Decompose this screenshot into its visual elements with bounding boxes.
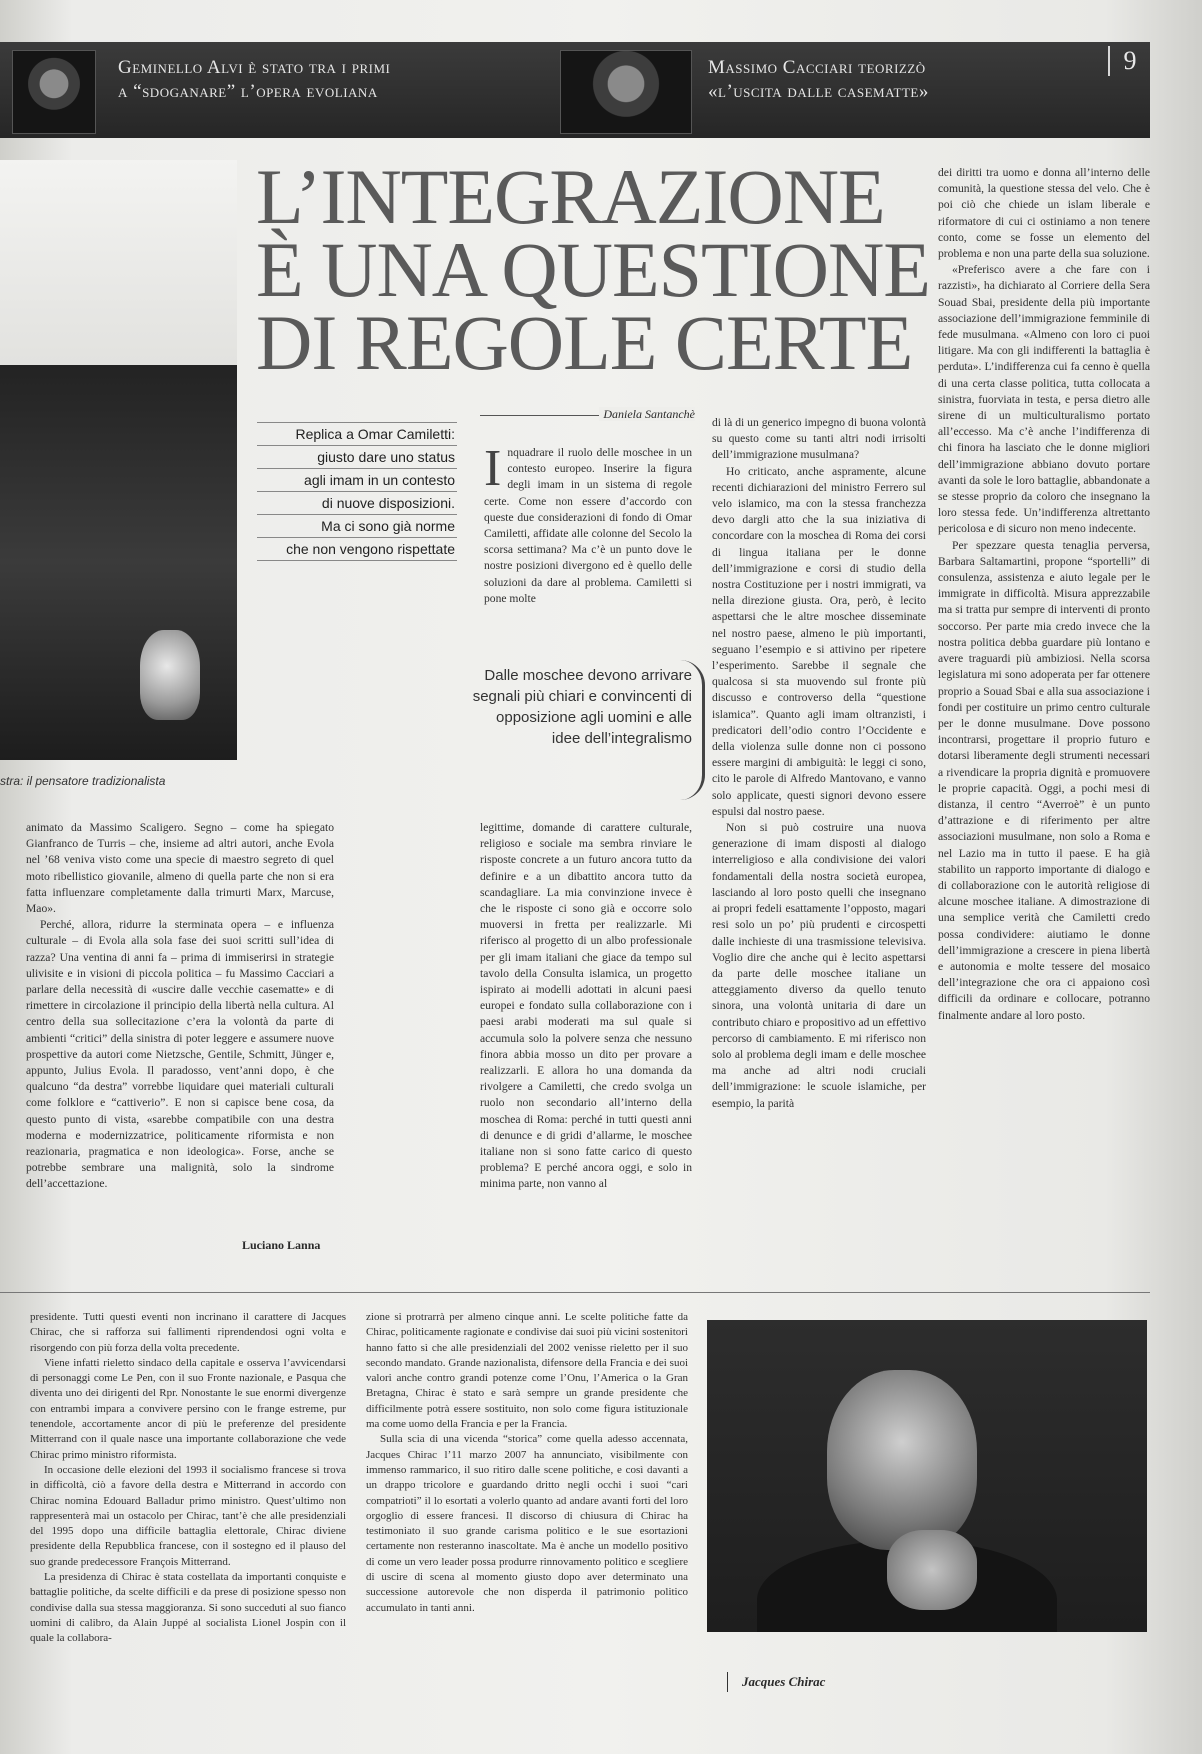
cacciari-portrait [560, 50, 692, 134]
article-paragraph: animato da Massimo Scaligero. Segno – come ha spiegato Gianfranco de Turris – che, insieme ad altri autori, anche Evola nel ’68 veniva visto come una specie di maestro segreto di quel moto ribellistico giovanile, almeno di quella parte che non si era fatta influenzare completamente dalla trimurti Marx, Marcuse, Mao». [26, 821, 334, 916]
article-paragraph: In occasione delle elezioni del 1993 il socialismo francese si trova in difficoltà, ciò a favore della destra e Mitterrand in accordo con Chirac nomina Edouard Balladur primo ministro. Quest’ultimo non rappresenterà mai un ostacolo per Chirac, tant’è che alle presidenziali del 1995 dopo una difficile battaglia elettorale, Chirac diviene presidente della Repubblica francese, con il sostegno ed il plauso del suo grande predecessore François Mitterrand. [30, 1463, 346, 1568]
subtitle-line: Ma ci sono già norme [257, 515, 457, 538]
subtitle-line: agli imam in un contesto [257, 469, 457, 492]
article-paragraph: nquadrare il ruolo delle moschee in un contesto europeo. Inserire la figura degli imam in un sistema di regole certe. Come non essere d’accordo con queste due considerazioni di fondo di Omar Camiletti, affidate alle colonne del Secolo la scorsa settimana? Ma c’è un punto dove le nostre posizioni divergono ed è quello delle soluzioni da dare al problema. Camiletti si pone molte [484, 446, 692, 605]
byline [480, 407, 695, 431]
chirac-photo [707, 1320, 1147, 1632]
article-paragraph: presidente. Tutti questi eventi non incrinano il carattere di Jacques Chirac, che si rafforza sui fallimenti riprendendosi ogni volta e risorgendo con più forza della volta precedente. [30, 1311, 346, 1354]
evola-article-signature: Luciano Lanna [242, 1238, 321, 1252]
banner-left-line-2: a “sdoganare” l’opera evoliana [118, 81, 378, 102]
section-divider [0, 1292, 1150, 1293]
bust-figure [140, 630, 200, 720]
article-paragraph: Non si può costruire una nuova generazione di imam disposti al dialogo interreligioso e alla condivisione dei valori fondamentali della nostra società europea, lasciando al loro posto quelli che insegnano ai propri fedeli esattamente l’opposto, magari resi solo un po’ più prudenti e circospetti dalle inchieste di una trasmissione televisiva. Voglio dire che anche qui è lecito aspettarsi da parte delle moschee italiane un atteggiamento diverso da quello tenuto sinora, una volontà unitaria di dare un contributo chiaro e propositivo ad un effettivo percorso di cambiamento. E mi riferisco non solo al problema degli imam e delle moschee ma anche ad altri nodi cruciali dell’immigrazione: le scuole islamiche, per esempio, la parità [712, 821, 926, 1110]
article-paragraph: La presidenza di Chirac è stata costellata da importanti conquiste e battaglie politiche, da scelte difficili e da prese di posizione spesso non condivise dalla sua stessa maggioranza. Si sono succeduti al suo fianco uomini di calibro, da Alain Juppé al socialista Lionel Jospin con il quale la collabora- [30, 1571, 346, 1645]
subtitle-box [257, 422, 457, 561]
subtitle-line: Replica a Omar Camiletti: [257, 422, 457, 446]
alvi-portrait [12, 50, 96, 134]
article-paragraph: dei diritti tra uomo e donna all’interno delle comunità, la questione stessa del velo. Che è poi ciò che chiede un islam liberale e riformatore di cui ci ostiniamo a non tenere conto, come se fosse un elemento del problema e non una parte della sua soluzione. [938, 166, 1150, 261]
pull-quote: Dalle moschee devono arrivare segnali più chiari e convincenti di opposizione agli uomini e alle idee dell’integralismo [472, 667, 692, 747]
article-paragraph: Perché, allora, ridurre la sterminata opera – e influenza culturale – di Evola alla sola fase dei suoi scritti sull’idea di razza? Una ventina di anni fa – prima di immiserirsi in strategie ulivisite e in visioni di piccola politica – fu Massimo Cacciari a parlare della necessità di «uscire dalle vecchie casematte» e di rimettere in circolazione il principio della libertà nella cultura. Al centro della sua sollecitazione c’era la volontà da parte di ambienti “critici” della sinistra di poter leggere e assumere nuove prospettive da autori come Nietzsche, Gentile, Schmitt, Jünger e, appunto, Julius Evola. Il paradosso, vent’anni dopo, è che qualcuno “da destra” vorrebbe liquidare quei materiali culturali come folklore e “cattiverio”. E non si capisce bene cosa, da questo punto di vista, «sarebbe compatibile con una destra moderna e modernizzatrice, politicamente riformista e non reazionaria, pragmatica e non ideologica». Forse, anche se potrebbe sembrare una malignità, solo la sindrome dell’accettazione. [26, 918, 334, 1191]
article-paragraph: Sulla scia di una vicenda “storica” come quella adesso accennata, Jacques Chirac l’11 marzo 2007 ha annunciato, visibilmente con immenso rammarico, il suo ritiro dalle scene politiche, e così davanti a un drappo tricolore e guardando dritto negli occhi i suoi “cari compatrioti” il lo esortati a volerlo quanto ad andare avanti forti del loro orgoglio di essere francesi. Il discorso di chiusura di Chirac ha testimoniato il suo grande carisma politico e le sue esortazioni certamente non resteranno inascoltate. Ma è anche un modello positivo di come un vero leader possa produrre rinnovamento politico e scegliere di uscire di scena al momento giusto dopo aver determinato una successione autorevole che non disperda il patrimonio politico accumulato in tanti anni. [366, 1433, 688, 1614]
chirac-article-column-2 [366, 1310, 688, 1685]
chirac-article-column-1 [30, 1310, 346, 1685]
article-paragraph: Ho criticato, anche aspramente, alcune recenti dichiarazioni del ministro Ferrero sul velo islamico, ma con la stessa franchezza devo dargli atto che la sua iniziativa di concordare con la moschea di Roma dei corsi di lingua italiana per le donne dell’immigrazione e corsi di studio della nostra Costituzione per i nostri immigrati, va nella direzione giusta. Ora, però, è lecito aspettarsi che le altre moschee disseminate nel nostro paese, almeno le più importanti, seguano l’esempio e si attivino per ripetere l’esperimento. Sarebbe il segnale che qualcosa si sta muovendo sul fronte più discusso e controverso della “questione islamica”. Quanto agli imam oltranzisti, i predicatori dell’odio contro l’Occidente e della violenza sulle donne non ci possono essere margini di ambiguità: le leggi ci sono, cito le parole di Alfredo Mantovano, e vanno solo applicate, questi signori devono essere espulsi dal nostro paese. [712, 464, 926, 818]
article-paragraph: legittime, domande di carattere culturale, religioso e sociale ma sembra rinviare le risposte concrete a un futuro ancora tutto da definire e a un dibattito ancora tutto da scandagliare. La mia convinzione invece è che le risposte ci sono già e occorre solo muoversi in fretta per realizzarle. Mi riferisco al progetto di un albo professionale per gli imam italiani che giace da tempo sul tavolo della Consulta islamica, un progetto ispirato ai modelli adottati in alcuni paesi europei e fondato sulla collaborazione con i paesi arabi moderati ma sul quale si accumula solo la polvere senza che nessuno finora abbia mosso un dito per provare a realizzarli. E allora ho una domanda da rivolgere a Camiletti, che credo svolga un ruolo non secondario all’interno della moschea di Roma: perché in tutti questi anni di denunce e di gridi d’allarme, le moschee italiane non si sono fatte carico di questo problema? E perché ancora oggi, e solo in minima parte, non vanno al [480, 821, 692, 1191]
banner-right-line-1: Massimo Cacciari teorizzò [708, 57, 926, 78]
article-paragraph: di là di un generico impegno di buona volontà su questo come su tanti altri nodi irrisolti dell’immigrazione musulmana? [712, 416, 926, 462]
left-photo-background [0, 160, 237, 365]
article-paragraph: «Preferisco avere a che fare con i razzisti», ha dichiarato al Corriere della Sera Souad Sbai, presidente della più importante associazione dell’immigrazione femminile di fede musulmana. «Almeno con loro ci puoi litigare. Ma con gli indifferenti la battaglia è perduta». L’indifferenza cui fa cenno è quella di una certa classe politica, tutta collocata a sinistra, fuorviata in testa, e persa dietro alle sirene di un multiculturalismo portato all’eccesso. Ma c’è anche l’indifferenza di chi finora ha lasciato che le donne migliori dell’immigrazione abbiano dovuto portare avanti da sole le loro battaglie, abbandonate a se stesse proprio da coloro che insegnano la loro stessa fede. Un’indifferenza altrettanto pericolosa e di sicuro non meno indecente. [938, 263, 1150, 536]
article-column-2 [712, 415, 926, 1255]
subtitle-line: di nuove disposizioni. [257, 492, 457, 515]
article-column-1-bottom [480, 820, 692, 1255]
chirac-photo-caption: Jacques Chirac [727, 1672, 825, 1692]
banner-right-line-2: «l’uscita dalle casematte» [708, 81, 929, 102]
photo-face [827, 1370, 977, 1550]
left-photo-caption: stra: il pensatore tradizionalista [0, 774, 166, 788]
evola-article-column [26, 820, 334, 1240]
headline-line-3: DI REGOLE CERTE [256, 299, 913, 386]
article-paragraph: Per spezzare questa tenaglia perversa, Barbara Saltamartini, propone “sportelli” di consulenza, assistenza e aiuto legale per le immigrate in difficoltà. Misura apprezzabile ma si tratta pur sempre di interventi di pronto soccorso. Per parte mia credo invece che la nostra politica debba guardare più lontano e avere traguardi più ambiziosi. Nella scorsa legislatura mi sono adoperata per far ottenere proprio a Souad Sbai e alla sua associazione i fondi per costituire un primo centro culturale per le donne musulmane. Dove possono incontrarsi, progettare il proprio futuro e dotarsi liberamente degli strumenti necessari a rivendicare la propria dignità e promuovere le proprie capacità. Oggi, a pochi mesi di distanza, il centro “Averroè” è un punto d’attrazione e di riferimento per altre associazioni musulmane, non solo a Roma e nel Lazio ma in tutto il paese. E ha già stabilito un rapporto importante di dialogo e di collaborazione con le autorità religiose di alcune moschee italiane. A dimostrazione di una semplice verità che Camiletti credo possa condividere: aiutiamo le donne dell’immigrazione a crescere in piena libertà e autonomia e molte tessere del mosaico dell’integrazione che ora ci appaiono così difficili da ordinare e collocare, potranno finalmente andare al loro posto. [938, 538, 1150, 1022]
article-column-1-top [484, 445, 692, 630]
banner-right-headline [708, 56, 929, 104]
article-paragraph: zione si protrarrà per almeno cinque anni. Le scelte politiche fatte da Chirac, politicamente ragionate e condivise dai suoi più vicini sostenitori hanno fatto sì che alle presidenziali del 2002 venisse rieletto per il suo secondo mandato. Grande nazionalista, difensore della Francia e dei suoi valori anche contro grandi potenze come l’Onu, l’America o la Gran Bretagna, Chirac è stato e sarà sempre un grande presidente che difficilmente potrà essere sostituito, non solo come figura istituzionale ma come uomo della Francia e per la Francia. [366, 1311, 688, 1431]
banner-left-headline [118, 56, 390, 104]
subtitle-line: che non vengono rispettate [257, 538, 457, 561]
article-paragraph: Viene infatti rieletto sindaco della capitale e osserva l’avvicendarsi di personaggi come Le Pen, con il suo Fronte nazionale, e Pasqua che diventa uno dei dirigenti del Rpr. Nonostante le sue enormi divergenze con entrambi impara a convivere persino con le frange estreme, pur tenendole, accortamente ancor di più le preferenze del presidente Mitterrand con il quale nasce una importante collaborazione che vede Chirac primo ministro riformista. [30, 1356, 346, 1461]
drop-cap: I [484, 445, 502, 497]
headline-line-1: L’INTEGRAZIONE [256, 153, 885, 240]
pull-quote-bracket [680, 660, 705, 800]
author-name: Daniela Santanchè [599, 407, 695, 421]
page-number: 9 [1108, 46, 1150, 76]
subtitle-line: giusto dare uno status [257, 446, 457, 469]
evola-photo [0, 365, 237, 760]
headline-line-2: È UNA QUESTIONE [256, 226, 930, 313]
main-headline [256, 153, 936, 386]
banner-left-line-1: Geminello Alvi è stato tra i primi [118, 57, 391, 78]
header-banner [0, 42, 1150, 138]
article-column-3 [938, 165, 1150, 1255]
photo-hand [887, 1530, 977, 1610]
